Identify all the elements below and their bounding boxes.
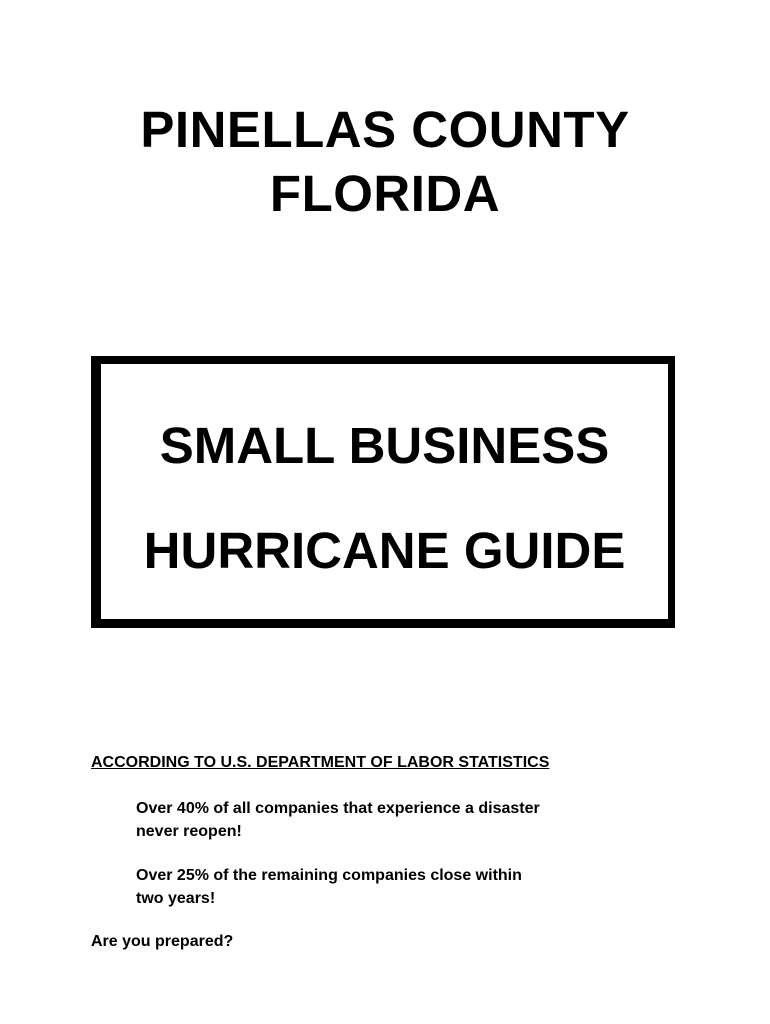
closing-question: Are you prepared? (91, 933, 234, 950)
statistics-heading: ACCORDING TO U.S. DEPARTMENT OF LABOR STATISTICS (91, 754, 550, 771)
document-title (0, 98, 770, 226)
title-state: FLORIDA (269, 165, 501, 222)
guide-title-box (91, 356, 675, 628)
statistic-text-line: never reopen! (136, 823, 242, 840)
title-county: PINELLAS COUNTY (140, 101, 630, 158)
statistic-item (136, 797, 656, 843)
statistic-text-line: Over 25% of the remaining companies close within (136, 867, 522, 884)
statistic-text-line: Over 40% of all companies that experience a disaster (136, 800, 540, 817)
statistic-item (136, 864, 656, 910)
guide-title-line-2: HURRICANE GUIDE (143, 522, 626, 579)
guide-title-line-1: SMALL BUSINESS (159, 417, 610, 474)
statistic-text-line: two years! (136, 890, 216, 907)
